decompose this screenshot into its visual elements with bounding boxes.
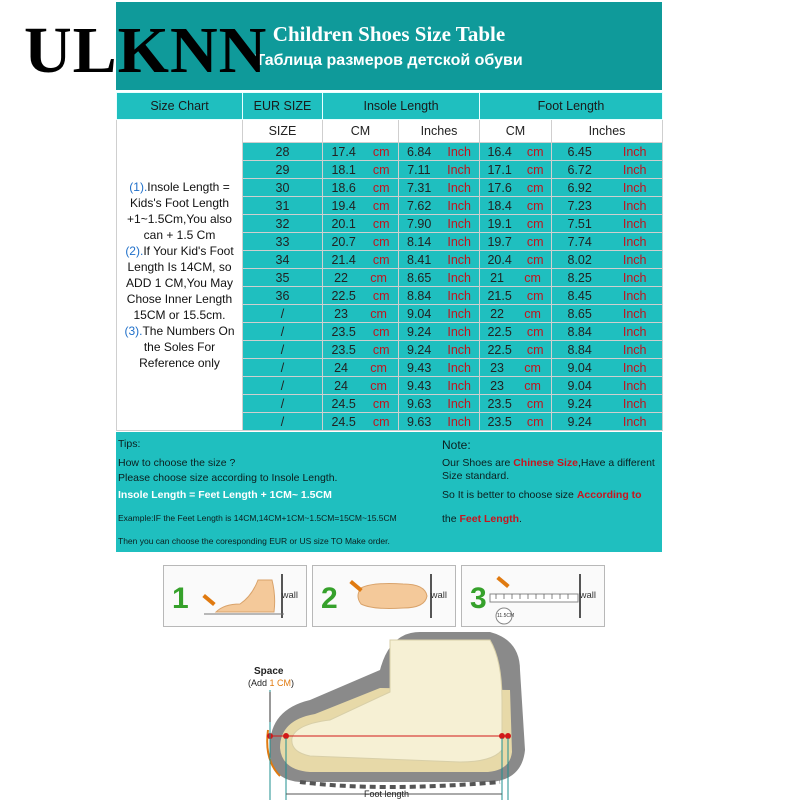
insole-inch-cell-value: 7.90 — [407, 216, 432, 231]
eur-size-cell: 36 — [243, 287, 323, 305]
step-2-number: 2 — [321, 582, 338, 615]
note-2-text: If Your Kid's Foot Length Is 14CM, so ADD 1 CM,You May Chose Inner Length 15CM or 15.5cm. — [126, 244, 234, 322]
insole-inch-cell — [399, 359, 480, 377]
insole-cm-cell — [323, 287, 399, 305]
insole-cm-cell-unit: cm — [370, 360, 387, 375]
eur-size-cell: / — [243, 395, 323, 413]
foot-inch-cell — [552, 305, 663, 323]
size-table — [116, 92, 663, 431]
insole-cm-cell — [323, 197, 399, 215]
foot-cm-cell-value: 21 — [490, 270, 504, 285]
foot-inch-cell — [552, 179, 663, 197]
foot-cm-cell-unit: cm — [526, 198, 544, 213]
foot-cm-cell-unit: cm — [526, 144, 544, 159]
foot-inch-cell-unit: Inch — [622, 324, 647, 339]
foot-cm-cell-value: 23.5 — [487, 396, 512, 411]
foot-inch-cell — [552, 143, 663, 161]
insole-inch-cell-value: 9.24 — [407, 342, 432, 357]
insole-cm-cell — [323, 179, 399, 197]
insole-inch-cell — [399, 251, 480, 269]
insole-inch-cell — [399, 395, 480, 413]
table-subheader-row — [117, 120, 663, 143]
foot-cm-cell-unit: cm — [526, 396, 544, 411]
insole-inch-cell — [399, 323, 480, 341]
insole-cm-cell-value: 23 — [334, 306, 348, 321]
foot-cm-cell — [480, 395, 552, 413]
insole-inch-cell-unit: Inch — [447, 162, 471, 177]
foot-cm-cell — [480, 233, 552, 251]
foot-length-label: Foot length — [364, 789, 410, 799]
eur-size-cell: 30 — [243, 179, 323, 197]
eur-size-cell: 31 — [243, 197, 323, 215]
tips-then: Then you can choose the coresponding EUR or US size TO Make order. — [118, 536, 390, 546]
foot-inch-cell — [552, 197, 663, 215]
shoe-fit-diagram — [240, 630, 540, 800]
insole-inch-cell-unit: Inch — [447, 306, 471, 321]
foot-cm-cell-unit: cm — [524, 360, 541, 375]
foot-inch-cell-unit: Inch — [622, 396, 647, 411]
title-russian: Таблица размеров детской обуви — [255, 52, 523, 69]
insole-cm-cell — [323, 305, 399, 323]
eur-size-cell: 28 — [243, 143, 323, 161]
insole-cm-cell — [323, 143, 399, 161]
foot-inch-cell-unit: Inch — [622, 414, 647, 429]
insole-inch-cell — [399, 377, 480, 395]
table-header-row — [117, 93, 663, 120]
insole-inch-cell — [399, 215, 480, 233]
insole-cm-cell-value: 20.1 — [331, 216, 356, 231]
foot-cm-cell-unit: cm — [524, 270, 541, 285]
foot-inch-cell — [552, 341, 663, 359]
note-line-1 — [442, 457, 655, 469]
note-feet-length: Feet Length — [459, 513, 520, 525]
insole-cm-cell — [323, 233, 399, 251]
note-chinese-size: Chinese Size — [513, 457, 578, 469]
note-heading: Note: — [442, 438, 471, 452]
insole-cm-cell-unit: cm — [372, 162, 390, 177]
foot-cm-cell — [480, 269, 552, 287]
foot-cm-cell — [480, 377, 552, 395]
foot-cm-cell-unit: cm — [526, 180, 544, 195]
eur-size-cell: 29 — [243, 161, 323, 179]
foot-inch-cell-value: 9.04 — [567, 378, 592, 393]
step-3-wall-label: wall — [579, 590, 596, 601]
subheader-foot-inches: Inches — [552, 120, 663, 143]
insole-cm-cell-value: 24 — [334, 360, 348, 375]
insole-cm-cell — [323, 161, 399, 179]
foot-cm-cell — [480, 341, 552, 359]
insole-inch-cell-value: 9.04 — [407, 306, 432, 321]
note-have-different: ,Have a different — [577, 457, 655, 469]
insole-inch-cell-value: 9.24 — [407, 324, 432, 339]
foot-cm-cell — [480, 287, 552, 305]
insole-cm-cell-value: 19.4 — [331, 198, 356, 213]
foot-cm-cell-unit: cm — [526, 234, 544, 249]
insole-inch-cell-unit: Inch — [447, 414, 471, 429]
insole-inch-cell-value: 7.11 — [407, 162, 431, 177]
foot-inch-cell-unit: Inch — [622, 252, 647, 267]
eur-size-cell: / — [243, 359, 323, 377]
foot-inch-cell-value: 8.02 — [567, 252, 592, 267]
step-2-wall-label: wall — [430, 590, 447, 601]
note-2-prefix: (2). — [125, 244, 144, 258]
insole-inch-cell-unit: Inch — [447, 378, 471, 393]
step-3-number: 3 — [470, 582, 487, 615]
foot-cm-cell — [480, 197, 552, 215]
eur-size-cell: / — [243, 413, 323, 431]
insole-cm-cell-unit: cm — [372, 180, 390, 195]
insole-inch-cell — [399, 161, 480, 179]
tips-line-2: Please choose size according to Insole Length. — [118, 472, 338, 484]
insole-inch-cell-value: 7.62 — [407, 198, 432, 213]
insole-cm-cell-unit: cm — [372, 396, 390, 411]
insole-cm-cell-value: 24 — [334, 378, 348, 393]
insole-inch-cell — [399, 197, 480, 215]
foot-inch-cell — [552, 287, 663, 305]
step-1-wall-label: wall — [281, 590, 298, 601]
foot-cm-cell-unit: cm — [526, 162, 544, 177]
note-according-to: According to — [576, 489, 642, 501]
foot-inch-cell — [552, 161, 663, 179]
insole-inch-cell-unit: Inch — [447, 234, 471, 249]
foot-inch-cell-unit: Inch — [622, 306, 647, 321]
insole-inch-cell — [399, 143, 480, 161]
foot-cm-cell-unit: cm — [526, 414, 544, 429]
insole-inch-cell-value: 9.63 — [407, 414, 432, 429]
brand-watermark: ULKNN — [24, 14, 268, 87]
foot-inch-cell — [552, 323, 663, 341]
foot-inch-cell-unit: Inch — [622, 288, 647, 303]
foot-cm-cell — [480, 179, 552, 197]
foot-inch-cell-unit: Inch — [622, 180, 647, 195]
eur-size-cell: / — [243, 323, 323, 341]
header-eur-size: EUR SIZE — [243, 93, 323, 120]
foot-cm-cell-value: 18.4 — [487, 198, 512, 213]
foot-cm-cell-value: 17.1 — [487, 162, 512, 177]
insole-inch-cell — [399, 341, 480, 359]
foot-inch-cell-value: 9.04 — [567, 360, 592, 375]
insole-inch-cell — [399, 305, 480, 323]
foot-inch-cell-value: 7.23 — [567, 198, 592, 213]
insole-inch-cell-unit: Inch — [447, 270, 471, 285]
foot-inch-cell-value: 6.45 — [567, 144, 592, 159]
foot-inch-cell-unit: Inch — [622, 234, 647, 249]
tips-example: Example:IF the Feet Length is 14CM,14CM+1CM~1.5CM=15CM~15.5CM — [118, 513, 397, 523]
foot-inch-cell-value: 8.65 — [567, 306, 592, 321]
foot-cm-cell-value: 19.7 — [487, 234, 512, 249]
foot-inch-cell-value: 8.84 — [567, 324, 592, 339]
insole-inch-cell-value: 9.63 — [407, 396, 432, 411]
foot-inch-cell-unit: Inch — [622, 360, 647, 375]
foot-inch-cell-value: 6.92 — [567, 180, 592, 195]
tips-heading: Tips: — [118, 438, 141, 450]
eur-size-cell: / — [243, 377, 323, 395]
foot-cm-cell-unit: cm — [526, 324, 544, 339]
eur-size-cell: 35 — [243, 269, 323, 287]
eur-size-cell: / — [243, 305, 323, 323]
foot-cm-cell-unit: cm — [526, 252, 544, 267]
insole-cm-cell-unit: cm — [372, 342, 390, 357]
insole-cm-cell — [323, 251, 399, 269]
insole-cm-cell-unit: cm — [372, 288, 390, 303]
note-1-text: Insole Length = Kids's Foot Length +1~1.5Cm,You also can + 1.5 Cm — [127, 180, 232, 242]
note-period: . — [519, 513, 522, 525]
foot-cm-cell-value: 23 — [490, 360, 504, 375]
foot-cm-cell-value: 22.5 — [487, 342, 512, 357]
foot-cm-cell — [480, 359, 552, 377]
insole-cm-cell-value: 18.1 — [331, 162, 356, 177]
insole-cm-cell-unit: cm — [370, 270, 387, 285]
foot-inch-cell-value: 6.72 — [567, 162, 592, 177]
note-1-prefix: (1). — [129, 180, 148, 194]
insole-inch-cell-unit: Inch — [447, 252, 471, 267]
insole-cm-cell-unit: cm — [372, 414, 390, 429]
insole-inch-cell-value: 8.84 — [407, 288, 432, 303]
foot-inch-cell-value: 9.24 — [567, 396, 592, 411]
foot-inch-cell-unit: Inch — [622, 144, 647, 159]
foot-inch-cell — [552, 413, 663, 431]
foot-cm-cell-value: 23.5 — [487, 414, 512, 429]
space-label: Space — [254, 666, 284, 677]
subheader-insole-inches: Inches — [399, 120, 480, 143]
measuring-steps — [163, 565, 608, 627]
tips-line-1: How to choose the size ? — [118, 457, 236, 469]
insole-cm-cell-unit: cm — [372, 144, 390, 159]
add-suffix: ) — [291, 678, 295, 688]
foot-cm-cell — [480, 251, 552, 269]
foot-cm-cell-unit: cm — [526, 288, 544, 303]
insole-cm-cell-unit: cm — [372, 216, 390, 231]
insole-cm-cell — [323, 413, 399, 431]
subheader-size: SIZE — [243, 120, 323, 143]
tips-column — [118, 432, 440, 552]
insole-cm-cell-value: 23.5 — [331, 324, 356, 339]
header-size-chart: Size Chart — [117, 93, 243, 120]
insole-inch-cell-unit: Inch — [447, 342, 471, 357]
insole-cm-cell-value: 23.5 — [331, 342, 356, 357]
foot-cm-cell — [480, 215, 552, 233]
insole-cm-cell — [323, 323, 399, 341]
note-3-text: The Numbers On the Soles For Reference only — [139, 324, 235, 370]
insole-cm-cell — [323, 395, 399, 413]
foot-inch-cell-unit: Inch — [622, 270, 647, 285]
insole-cm-cell — [323, 341, 399, 359]
insole-inch-cell-value: 9.43 — [407, 378, 432, 393]
eur-size-cell: / — [243, 341, 323, 359]
eur-size-cell: 32 — [243, 215, 323, 233]
step-2-panel — [312, 565, 456, 627]
note-line-2: Size standard. — [442, 470, 510, 482]
insole-inch-cell-value: 8.65 — [407, 270, 432, 285]
foot-cm-cell-value: 23 — [490, 378, 504, 393]
insole-cm-cell-unit: cm — [370, 378, 387, 393]
ruler-reading: 11.5CM — [497, 613, 515, 619]
foot-inch-cell-value: 8.84 — [567, 342, 592, 357]
foot-inch-cell-value: 8.45 — [567, 288, 592, 303]
note-so-it: So It is better to choose size — [442, 489, 577, 501]
add-prefix: (Add — [248, 678, 270, 688]
insole-inch-cell-unit: Inch — [447, 396, 471, 411]
add-value: 1 CM — [269, 678, 292, 688]
insole-inch-cell-unit: Inch — [447, 180, 471, 195]
note-column — [442, 432, 660, 552]
insole-inch-cell — [399, 233, 480, 251]
insole-cm-cell-unit: cm — [372, 324, 390, 339]
insole-inch-cell-value: 8.41 — [407, 252, 432, 267]
foot-cm-cell-unit: cm — [524, 306, 541, 321]
insole-cm-cell-value: 18.6 — [331, 180, 356, 195]
insole-cm-cell-value: 22 — [334, 270, 348, 285]
foot-inch-cell — [552, 251, 663, 269]
insole-cm-cell — [323, 359, 399, 377]
note-line-4 — [442, 513, 522, 525]
foot-inch-cell-unit: Inch — [622, 198, 647, 213]
insole-cm-cell-value: 22.5 — [331, 288, 356, 303]
foot-cm-cell — [480, 161, 552, 179]
foot-cm-cell-value: 22.5 — [487, 324, 512, 339]
insole-inch-cell — [399, 269, 480, 287]
foot-inch-cell-value: 8.25 — [567, 270, 592, 285]
foot-cm-cell-unit: cm — [524, 378, 541, 393]
foot-inch-cell-value: 7.51 — [567, 216, 592, 231]
note-the: the — [442, 513, 460, 525]
insole-inch-cell-unit: Inch — [447, 288, 471, 303]
foot-cm-cell-unit: cm — [526, 342, 544, 357]
insole-cm-cell-value: 20.7 — [331, 234, 356, 249]
insole-cm-cell-value: 21.4 — [331, 252, 356, 267]
insole-cm-cell-unit: cm — [372, 234, 390, 249]
foot-cm-cell — [480, 143, 552, 161]
foot-cm-cell-value: 17.6 — [487, 180, 512, 195]
eur-size-cell: 33 — [243, 233, 323, 251]
subheader-insole-cm: CM — [323, 120, 399, 143]
size-notes — [117, 120, 243, 431]
foot-inch-cell-value: 9.24 — [567, 414, 592, 429]
foot-inch-cell-unit: Inch — [622, 162, 647, 177]
shoe-illustration — [240, 630, 540, 800]
foot-cm-cell-value: 19.1 — [487, 216, 512, 231]
insole-inch-cell-unit: Inch — [447, 198, 471, 213]
add-label — [248, 678, 294, 688]
insole-cm-cell-unit: cm — [372, 198, 390, 213]
foot-cm-cell — [480, 305, 552, 323]
foot-inch-cell — [552, 395, 663, 413]
foot-inch-cell-unit: Inch — [622, 342, 647, 357]
insole-inch-cell — [399, 287, 480, 305]
foot-inch-cell — [552, 377, 663, 395]
foot-cm-cell — [480, 413, 552, 431]
tips-panel — [116, 431, 662, 552]
insole-inch-cell-value: 8.14 — [407, 234, 432, 249]
foot-cm-cell-value: 20.4 — [487, 252, 512, 267]
step-1-number: 1 — [172, 582, 189, 615]
header-insole-length: Insole Length — [323, 93, 480, 120]
foot-inch-cell-unit: Inch — [622, 378, 647, 393]
insole-cm-cell — [323, 377, 399, 395]
insole-inch-cell — [399, 179, 480, 197]
eur-size-cell: 34 — [243, 251, 323, 269]
insole-cm-cell-value: 24.5 — [331, 396, 356, 411]
foot-cm-cell-value: 22 — [490, 306, 504, 321]
note-3-prefix: (3). — [124, 324, 143, 338]
insole-inch-cell-value: 6.84 — [407, 144, 432, 159]
subheader-foot-cm: CM — [480, 120, 552, 143]
foot-inch-cell — [552, 233, 663, 251]
insole-cm-cell-value: 24.5 — [331, 414, 356, 429]
insole-inch-cell-unit: Inch — [447, 144, 471, 159]
foot-cm-cell-value: 16.4 — [487, 144, 512, 159]
foot-inch-cell-value: 7.74 — [567, 234, 592, 249]
foot-inch-cell — [552, 269, 663, 287]
step-1-panel — [163, 565, 307, 627]
note-our-shoes: Our Shoes are — [442, 457, 514, 469]
insole-cm-cell-unit: cm — [370, 306, 387, 321]
insole-inch-cell-unit: Inch — [447, 360, 471, 375]
insole-inch-cell-value: 7.31 — [407, 180, 432, 195]
insole-inch-cell — [399, 413, 480, 431]
foot-inch-cell — [552, 215, 663, 233]
title-english: Children Shoes Size Table — [272, 22, 506, 46]
foot-cm-cell-unit: cm — [526, 216, 544, 231]
insole-cm-cell-value: 17.4 — [331, 144, 356, 159]
foot-cm-cell-value: 21.5 — [487, 288, 512, 303]
insole-inch-cell-unit: Inch — [447, 324, 471, 339]
foot-inch-cell — [552, 359, 663, 377]
tips-formula: Insole Length = Feet Length + 1CM~ 1.5CM — [118, 489, 332, 501]
foot-cm-cell — [480, 323, 552, 341]
step-3-panel — [461, 565, 605, 627]
insole-cm-cell-unit: cm — [372, 252, 390, 267]
insole-inch-cell-value: 9.43 — [407, 360, 432, 375]
insole-inch-cell-unit: Inch — [447, 216, 471, 231]
insole-cm-cell — [323, 215, 399, 233]
note-line-3 — [442, 489, 642, 501]
foot-inch-cell-unit: Inch — [622, 216, 647, 231]
header-foot-length: Foot Length — [480, 93, 663, 120]
insole-cm-cell — [323, 269, 399, 287]
